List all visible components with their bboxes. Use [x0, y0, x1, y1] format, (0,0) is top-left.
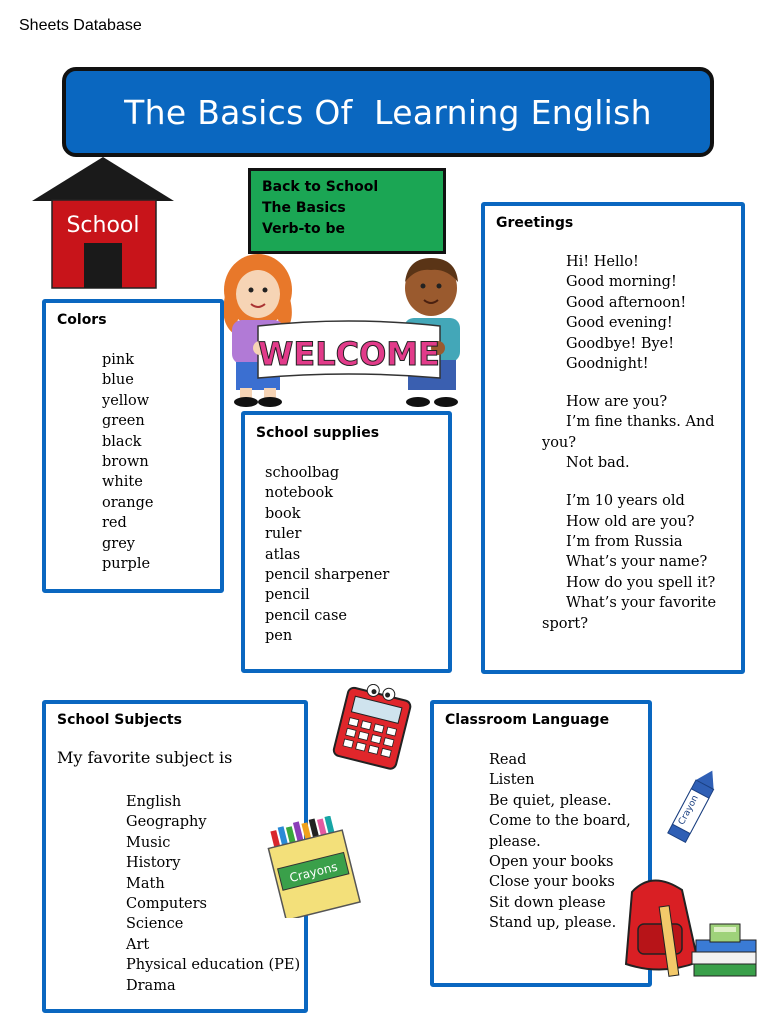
list-item: Good evening! — [566, 315, 673, 332]
list-item: notebook — [265, 485, 334, 502]
list-item: Goodnight! — [566, 356, 649, 373]
list-item: you? — [542, 434, 577, 451]
list-item: Physical education (PE) — [126, 957, 301, 974]
list-item: grey — [102, 535, 135, 552]
list-item: Sit down please — [489, 894, 606, 911]
list-item: orange — [102, 494, 154, 511]
topic-verb-to-be: Verb-to be — [262, 221, 346, 237]
list-item: red — [102, 515, 127, 532]
list-item: brown — [102, 454, 149, 471]
list-item: pen — [265, 628, 293, 645]
greetings-box — [481, 202, 745, 674]
list-item: blue — [102, 372, 134, 389]
list-item: purple — [102, 556, 151, 573]
list-item: English — [126, 794, 182, 810]
list-item: Computers — [126, 896, 207, 913]
list-item: Music — [126, 834, 171, 851]
list-item: sport? — [542, 615, 588, 632]
list-item: Not bad. — [566, 455, 630, 472]
list-item: Good morning! — [566, 274, 677, 291]
school-supplies-heading: School supplies — [256, 425, 380, 441]
colors-list — [102, 350, 154, 574]
list-item: How are you? — [566, 394, 668, 411]
list-item: pencil sharpener — [265, 567, 390, 584]
list-item: Goodbye! Bye! — [566, 335, 675, 352]
list-item: What’s your favorite — [566, 595, 717, 612]
list-item: schoolbag — [265, 465, 340, 481]
list-item: How old are you? — [566, 513, 695, 530]
school-house-label: School — [66, 213, 140, 238]
greetings-heading: Greetings — [496, 215, 574, 231]
list-item: Be quiet, please. — [489, 792, 612, 809]
crayons-box-label: Crayons — [288, 859, 339, 886]
title-banner — [62, 67, 714, 157]
list-item: I’m from Russia — [566, 534, 683, 551]
list-item: Geography — [126, 814, 207, 831]
list-item: book — [265, 505, 301, 522]
greetings-list — [542, 252, 716, 634]
list-item: Math — [126, 875, 165, 892]
topic-the-basics: The Basics — [262, 200, 346, 216]
list-item: yellow — [102, 392, 150, 409]
list-item: black — [102, 433, 142, 450]
list-item: Drama — [126, 977, 176, 994]
list-item: Read — [489, 752, 527, 768]
list-item: I’m fine thanks. And — [566, 414, 715, 431]
backpack-illustration — [612, 872, 766, 982]
list-item: atlas — [265, 546, 301, 563]
classroom-language-heading: Classroom Language — [445, 712, 610, 728]
crayons-box-illustration — [266, 816, 362, 918]
list-item: What’s your name? — [566, 554, 708, 571]
colors-heading: Colors — [57, 312, 107, 328]
list-item: Close your books — [489, 874, 615, 891]
list-item: Hi! Hello! — [566, 254, 639, 270]
list-item: I’m 10 years old — [566, 493, 685, 510]
list-item: Stand up, please. — [489, 915, 617, 932]
list-item: Come to the board, — [489, 813, 631, 830]
list-spacer — [542, 374, 716, 392]
list-item: pencil case — [265, 607, 347, 624]
classroom-language-list — [489, 750, 631, 934]
topics-box — [248, 168, 446, 254]
welcome-banner-text: WELCOME — [258, 335, 440, 373]
calculator-illustration — [330, 684, 420, 774]
list-spacer — [542, 474, 716, 492]
list-item: pencil — [265, 587, 310, 604]
school-subjects-heading: School Subjects — [57, 712, 182, 728]
colors-box — [42, 299, 224, 593]
school-house-illustration — [30, 157, 176, 290]
document-label: Sheets Database — [19, 17, 142, 34]
list-item: green — [102, 413, 145, 430]
list-item: white — [102, 474, 143, 491]
list-item: History — [126, 855, 181, 872]
list-item: please. — [489, 833, 541, 850]
crayon-label: Crayon — [677, 793, 701, 827]
list-item: Science — [126, 916, 184, 933]
school-supplies-list — [265, 463, 389, 647]
favorite-subject-prompt: My favorite subject is — [57, 748, 233, 767]
page-title: The Basics Of Learning English — [124, 92, 652, 132]
list-item: ruler — [265, 526, 302, 543]
crayon-illustration — [664, 764, 724, 846]
topic-back-to-school: Back to School — [262, 179, 379, 195]
school-supplies-box — [241, 411, 452, 673]
list-item: Art — [126, 936, 150, 953]
list-item: pink — [102, 352, 135, 368]
list-item: Good afternoon! — [566, 294, 687, 311]
list-item: Listen — [489, 772, 535, 789]
list-item: How do you spell it? — [566, 574, 716, 591]
welcome-kids-illustration — [218, 252, 480, 408]
list-item: Open your books — [489, 854, 614, 871]
